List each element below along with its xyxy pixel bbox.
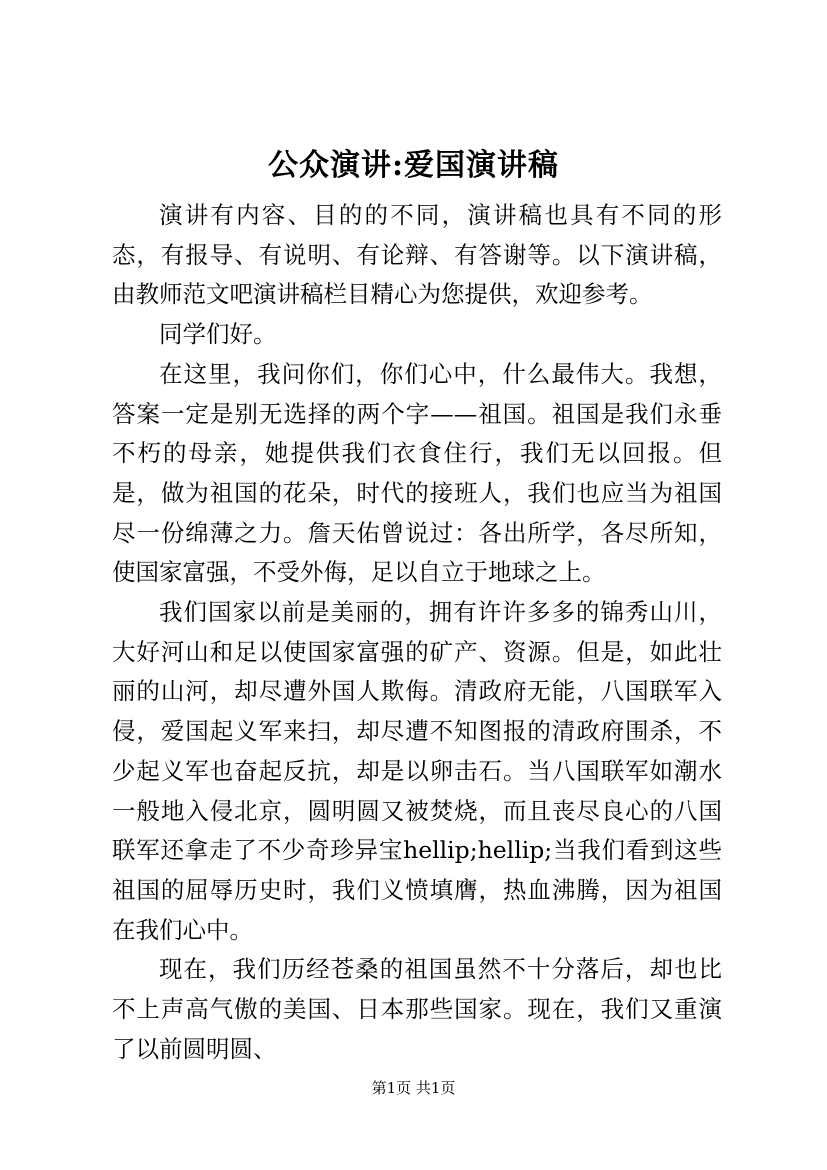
document-body (112, 196, 722, 1069)
paragraph-motherland: 在这里，我问你们，你们心中，什么最伟大。我想，答案一定是别无选择的两个字——祖国。祖国是我们永垂不朽的母亲，她提供我们衣食住行，我们无以回报。但是，做为祖国的花朵，时代的接班人，我们也应当为祖国尽一份绵薄之力。詹天佑曾说过：各出所学，各尽所知，使国家富强，不受外侮，足以自立于地球之上。 (112, 359, 722, 587)
paragraph-present: 现在，我们历经苍桑的祖国虽然不十分落后，却也比不上声高气傲的美国、日本那些国家。现在，我们又重演了以前圆明圆、 (112, 955, 722, 1063)
document-title: 公众演讲:爱国演讲稿 (267, 148, 560, 183)
paragraph-intro: 演讲有内容、目的的不同，演讲稿也具有不同的形态，有报导、有说明、有论辩、有答谢等。以下演讲稿，由教师范文吧演讲稿栏目精心为您提供，欢迎参考。 (112, 201, 722, 309)
paragraph-history: 我们国家以前是美丽的，拥有许许多多的锦秀山川，大好河山和足以使国家富强的矿产、资源。但是，如此壮丽的山河，却尽遭外国人欺侮。清政府无能，八国联军入侵，爱国起义军来扫，却尽遭不知图报的清政府围杀，不少起义军也奋起反抗，却是以卵击石。当八国联军如潮水一般地入侵北京，圆明圆又被焚烧，而且丧尽良心的八国联军还拿走了不少奇珍异宝hellip;hellip;当我们看到这些祖国的屈辱历史时，我们义愤填膺，热血沸腾，因为祖国在我们心中。 (112, 598, 722, 944)
paragraph-greeting: 同学们好。 (159, 320, 277, 349)
page-footer: 第1页 共1页 (371, 1079, 456, 1097)
